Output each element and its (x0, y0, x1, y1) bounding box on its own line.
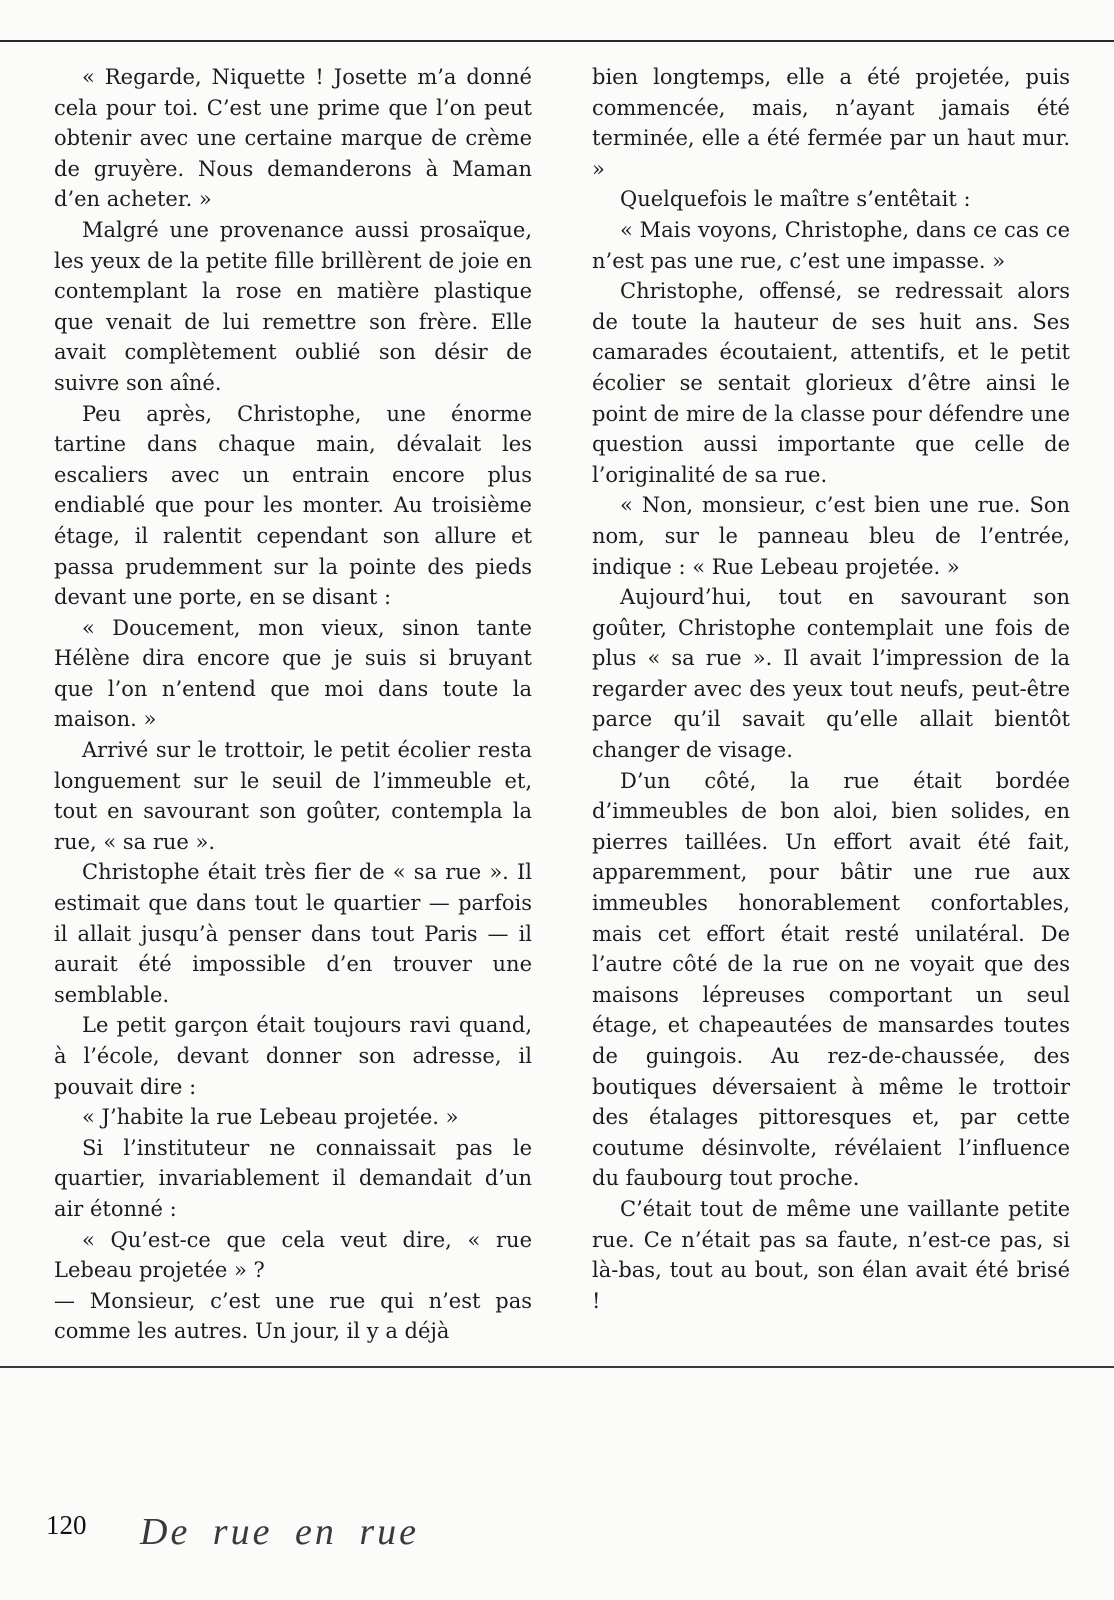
paragraph: « Non, monsieur, c’est bien une rue. Son nom, sur le panneau bleu de l’entrée, indique : « Rue Lebeau projetée. » (592, 493, 1070, 579)
paragraph: C’était tout de même une vaillante petite rue. Ce n’était pas sa faute, n’est-ce pas, si là-bas, tout au bout, son élan avait été brisé ! (592, 1196, 1070, 1313)
paragraph: « Doucement, mon vieux, sinon tante Hélène dira encore que je suis si bruyant que l’on n’entend que moi dans toute la maison. » (54, 615, 532, 732)
top-rule (0, 40, 1114, 42)
paragraph: Le petit garçon était toujours ravi quand, à l’école, devant donner son adresse, il pouvait dire : (54, 1013, 532, 1099)
running-title: De rue en rue (140, 1511, 419, 1553)
paragraph: « Regarde, Niquette ! Josette m’a donné cela pour toi. C’est une prime que l’on peut obtenir avec une certaine marque de crème de gruyère. Nous demanderons à Maman d’en acheter. » (54, 65, 532, 212)
right-column (592, 62, 1070, 1316)
paragraph: Si l’instituteur ne connaissait pas le quartier, invariablement il demandait d’un air étonné : (54, 1135, 532, 1221)
paragraph: « Mais voyons, Christophe, dans ce cas ce n’est pas une rue, c’est une impasse. » (592, 217, 1070, 273)
paragraph: Christophe était très fier de « sa rue ». Il estimait que dans tout le quartier — parfois il allait jusqu’à penser dans tout Paris — il aurait été impossible d’en trouver une semblable. (54, 860, 532, 1007)
paragraph: Arrivé sur le trottoir, le petit écolier resta longuement sur le seuil de l’immeuble et, tout en savourant son goûter, contempla la rue, « sa rue ». (54, 738, 532, 854)
paragraph: « Qu’est-ce que cela veut dire, « rue Lebeau projetée » ? (54, 1227, 532, 1283)
paragraph: Christophe, offensé, se redressait alors de toute la hauteur de ses huit ans. Ses camarades écoutaient, attentifs, et le petit écolier se sentait glorieux d’être ainsi le point de mire de la classe pour défendre une question aussi importante que celle de l’originalité de sa rue. (592, 279, 1070, 487)
page-number: 120 (46, 1510, 87, 1540)
paragraph: — Monsieur, c’est une rue qui n’est pas comme les autres. Un jour, il y a déjà (54, 1288, 532, 1344)
paragraph-continuation: bien longtemps, elle a été projetée, puis commencée, mais, n’ayant jamais été terminée, elle a été fermée par un haut mur. » (592, 65, 1070, 181)
paragraph: Peu après, Christophe, une énorme tartine dans chaque main, dévalait les escaliers avec un entrain encore plus endiablé que pour les monter. Au troisième étage, il ralentit cependant son allure et passa prudemment sur la pointe des pieds devant une porte, en se disant : (54, 401, 532, 610)
paragraph: « J’habite la rue Lebeau projetée. » (82, 1105, 459, 1130)
bottom-rule (0, 1366, 1114, 1368)
paragraph: Aujourd’hui, tout en savourant son goûter, Christophe contemplait une fois de plus « sa rue ». Il avait l’impression de la regarder avec des yeux tout neufs, peut-être parce qu’il savait qu’elle allait bientôt changer de visage. (592, 585, 1070, 763)
paragraph: Quelquefois le maître s’entêtait : (620, 187, 971, 212)
paragraph: Malgré une provenance aussi prosaïque, les yeux de la petite fille brillèrent de joie en contemplant la rose en matière plastique que venait de lui remettre son frère. Elle avait complètement oublié son désir de suivre son aîné. (54, 217, 532, 395)
left-column (54, 62, 532, 1347)
paragraph: D’un côté, la rue était bordée d’immeubles de bon aloi, bien solides, en pierres taillées. Un effort avait été fait, apparemment, pour bâtir une rue aux immeubles honorablement confortables, mais cet effort était resté unilatéral. De l’autre côté de la rue on ne voyait que des maisons lépreuses comportant un seul étage, et chapeautées de mansardes toutes de guingois. Au rez-de-chaussée, des boutiques déversaient à même le trottoir des étalages pittoresques et, par cette coutume désinvolte, révélaient l’influence du faubourg tout proche. (592, 768, 1070, 1191)
